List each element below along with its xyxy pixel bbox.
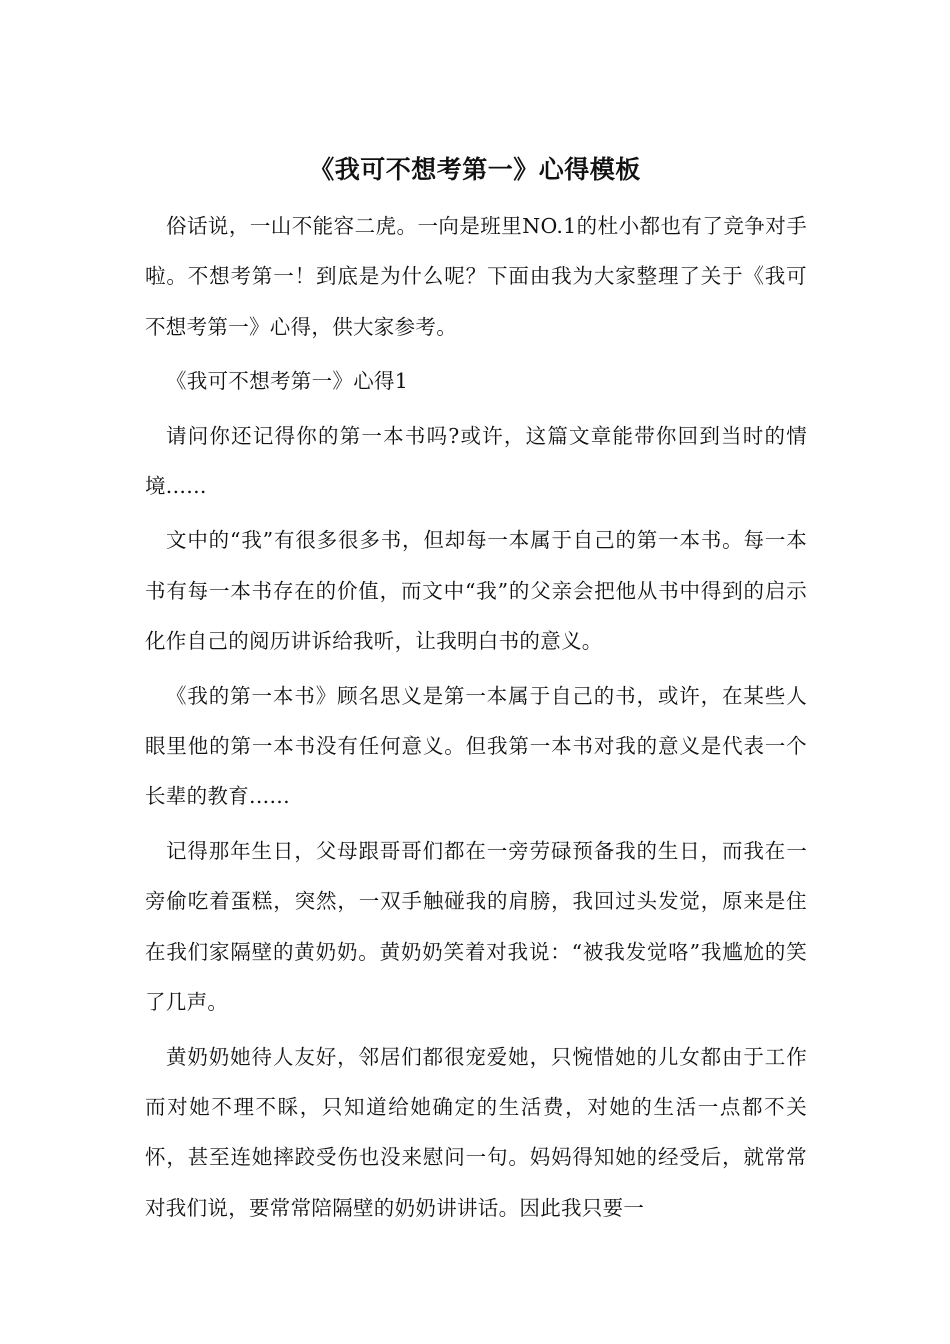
section-heading: 《我可不想考第一》心得1	[166, 369, 409, 394]
paragraph: 《我的第一本书》顾名思义是第一本属于自己的书，或许，在某些人眼里他的第一本书没有任何意义。但我第一本书对我的意义是代表一个长辈的教育......	[145, 683, 807, 809]
paragraph: 文中的“我”有很多很多书，但却每一本属于自己的第一本书。每一本书有每一本书存在的价值，而文中“我”的父亲会把他从书中得到的启示化作自己的阅历讲诉给我听，让我明白书的意义。	[145, 528, 807, 654]
document-title: 《我可不想考第一》心得模板	[309, 155, 641, 184]
paragraph: 记得那年生日，父母跟哥哥们都在一旁劳碌预备我的生日，而我在一旁偷吃着蛋糕，突然，一双手触碰我的肩膀，我回过头发觉，原来是住在我们家隔壁的黄奶奶。黄奶奶笑着对我说：“被我发觉咯”我尴尬的笑了几声。	[145, 838, 807, 1015]
paragraph: 请问你还记得你的第一本书吗?或许，这篇文章能带你回到当时的情境......	[145, 423, 807, 499]
paragraph: 黄奶奶她待人友好，邻居们都很宠爱她，只惋惜她的儿女都由于工作而对她不理不睬，只知道给她确定的生活费，对她的生活一点都不关怀，甚至连她摔跤受伤也没来慰问一句。妈妈得知她的经受后，就常常对我们说，要常常陪隔壁的奶奶讲讲话。因此我只要一	[145, 1044, 807, 1220]
document-body	[145, 201, 807, 1237]
paragraph-intro: 俗话说，一山不能容二虎。一向是班里NO.1的杜小都也有了竞争对手啦。不想考第一！到底是为什么呢？下面由我为大家整理了关于《我可不想考第一》心得，供大家参考。	[145, 214, 807, 339]
